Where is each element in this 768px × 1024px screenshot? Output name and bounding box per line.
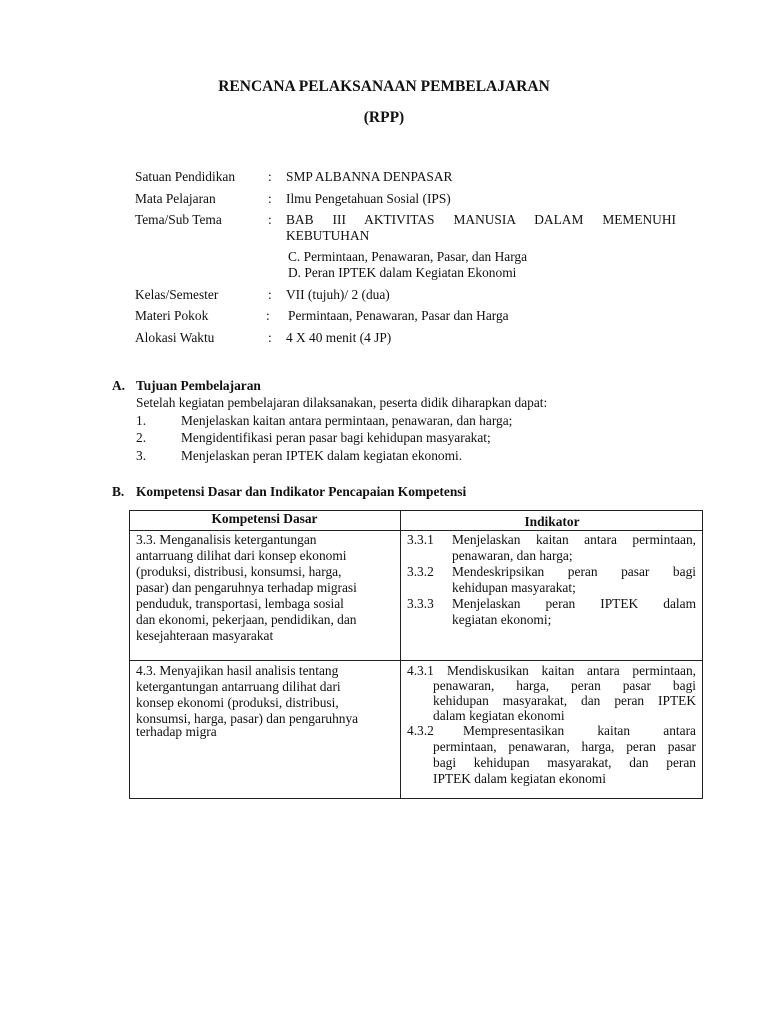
info-colon: : [268,191,272,206]
kd-line: kesejahteraan masyarakat [136,628,274,643]
info-colon: : [268,330,272,345]
indicator-line: Menjelaskan peran IPTEK dalam [452,596,696,611]
kd-line: dan ekonomi, pekerjaan, pendidikan, dan [136,612,357,627]
indicator-line: Menjelaskan kaitan antara permintaan, [452,532,696,547]
indicator-number: 3.3.1 [407,532,434,547]
indicator-number: 3.3.3 [407,596,434,611]
indicator-line: Mendiskusikan kaitan antara permintaan, [447,663,696,678]
indicator-line: kegiatan ekonomi; [452,612,552,627]
kd-line: terhadap migra [136,724,217,739]
document-title: RENCANA PELAKSANAAN PEMBELAJARAN [218,78,550,95]
info-label-kelas: Kelas/Semester [135,287,219,302]
info-value-tema-line1: BAB III AKTIVITAS MANUSIA DALAM MEMENUHI [286,212,676,227]
table-header-rule [129,530,703,531]
indicator-number: 4.3.1 [407,663,434,678]
info-label-mapel: Mata Pelajaran [135,191,216,206]
info-value-materi: Permintaan, Penawaran, Pasar dan Harga [288,308,509,323]
list-number: 1. [136,413,147,428]
indicator-line: Mempresentasikan kaitan antara [463,723,696,738]
section-title: Kompetensi Dasar dan Indikator Pencapaian Kompetensi [136,484,467,499]
info-label-tema: Tema/Sub Tema [135,212,222,227]
section-letter: A. [112,378,126,393]
indicator-line: Mendeskripsikan peran pasar bagi [452,564,696,579]
info-value-tema-line2: KEBUTUHAN [286,228,370,243]
info-colon: : [268,169,272,184]
info-subitem: D. Peran IPTEK dalam Kegiatan Ekonomi [288,265,517,280]
kd-line: 3.3. Menganalisis ketergantungan [136,532,317,547]
info-subitem: C. Permintaan, Penawaran, Pasar, dan Harga [288,249,528,264]
indicator-number: 3.3.2 [407,564,434,579]
info-colon: : [268,287,272,302]
info-value-mapel: Ilmu Pengetahuan Sosial (IPS) [286,191,451,206]
info-value-satuan: SMP ALBANNA DENPASAR [286,169,453,184]
list-item: Menjelaskan peran IPTEK dalam kegiatan ekonomi. [181,448,463,463]
info-label-alokasi: Alokasi Waktu [135,330,215,345]
info-value-alokasi: 4 X 40 menit (4 JP) [286,330,392,345]
table-row-rule [129,660,703,661]
indicator-line: kehidupan masyarakat; [452,580,576,595]
kd-line: antarruang dilihat dari konsep ekonomi [136,548,347,563]
indicator-line: penawaran, dan harga; [452,548,573,563]
list-item: Mengidentifikasi peran pasar bagi kehidupan masyarakat; [181,430,491,445]
info-label-materi: Materi Pokok [135,308,209,323]
table-divider [400,510,401,799]
info-value-kelas: VII (tujuh)/ 2 (dua) [286,287,390,302]
indicator-line: IPTEK dalam kegiatan ekonomi [433,771,606,786]
indicator-line: dalam kegiatan ekonomi [433,708,565,723]
indicator-number: 4.3.2 [407,723,434,738]
document-subtitle: (RPP) [363,109,405,126]
kd-line: konsumsi, harga, pasar) dan pengaruhnya [136,711,359,726]
info-colon: : [268,212,272,227]
kd-line: ketergantungan antarruang dilihat dari [136,679,341,694]
table-header-indikator: Indikator [524,514,580,529]
indicator-line: permintaan, penawaran, harga, peran pasar [433,739,696,754]
info-colon: : [266,308,270,323]
list-item: Menjelaskan kaitan antara permintaan, penawaran, dan harga; [181,413,513,428]
section-a-heading [112,378,261,394]
section-letter: B. [112,484,125,499]
info-label-satuan: Satuan Pendidikan [135,169,236,184]
list-number: 3. [136,448,147,463]
section-a-intro: Setelah kegiatan pembelajaran dilaksanakan, peserta didik diharapkan dapat: [136,395,548,410]
section-title: Tujuan Pembelajaran [136,378,261,393]
kd-line: 4.3. Menyajikan hasil analisis tentang [136,663,339,678]
list-number: 2. [136,430,147,445]
indicator-line: penawaran, harga, peran pasar bagi [433,678,696,693]
indicator-line: bagi kehidupan masyarakat, dan peran [433,755,696,770]
table-header-kd: Kompetensi Dasar [211,511,318,526]
indicator-line: kehidupan masyarakat, dan peran IPTEK [433,693,696,708]
kd-line: (produksi, distribusi, konsumsi, harga, [136,564,342,579]
section-b-heading [112,484,466,500]
kd-line: pasar) dan pengaruhnya terhadap migrasi [136,580,357,595]
kd-line: konsep ekonomi (produksi, distribusi, [136,695,339,710]
kd-line: penduduk, transportasi, lembaga sosial [136,596,344,611]
